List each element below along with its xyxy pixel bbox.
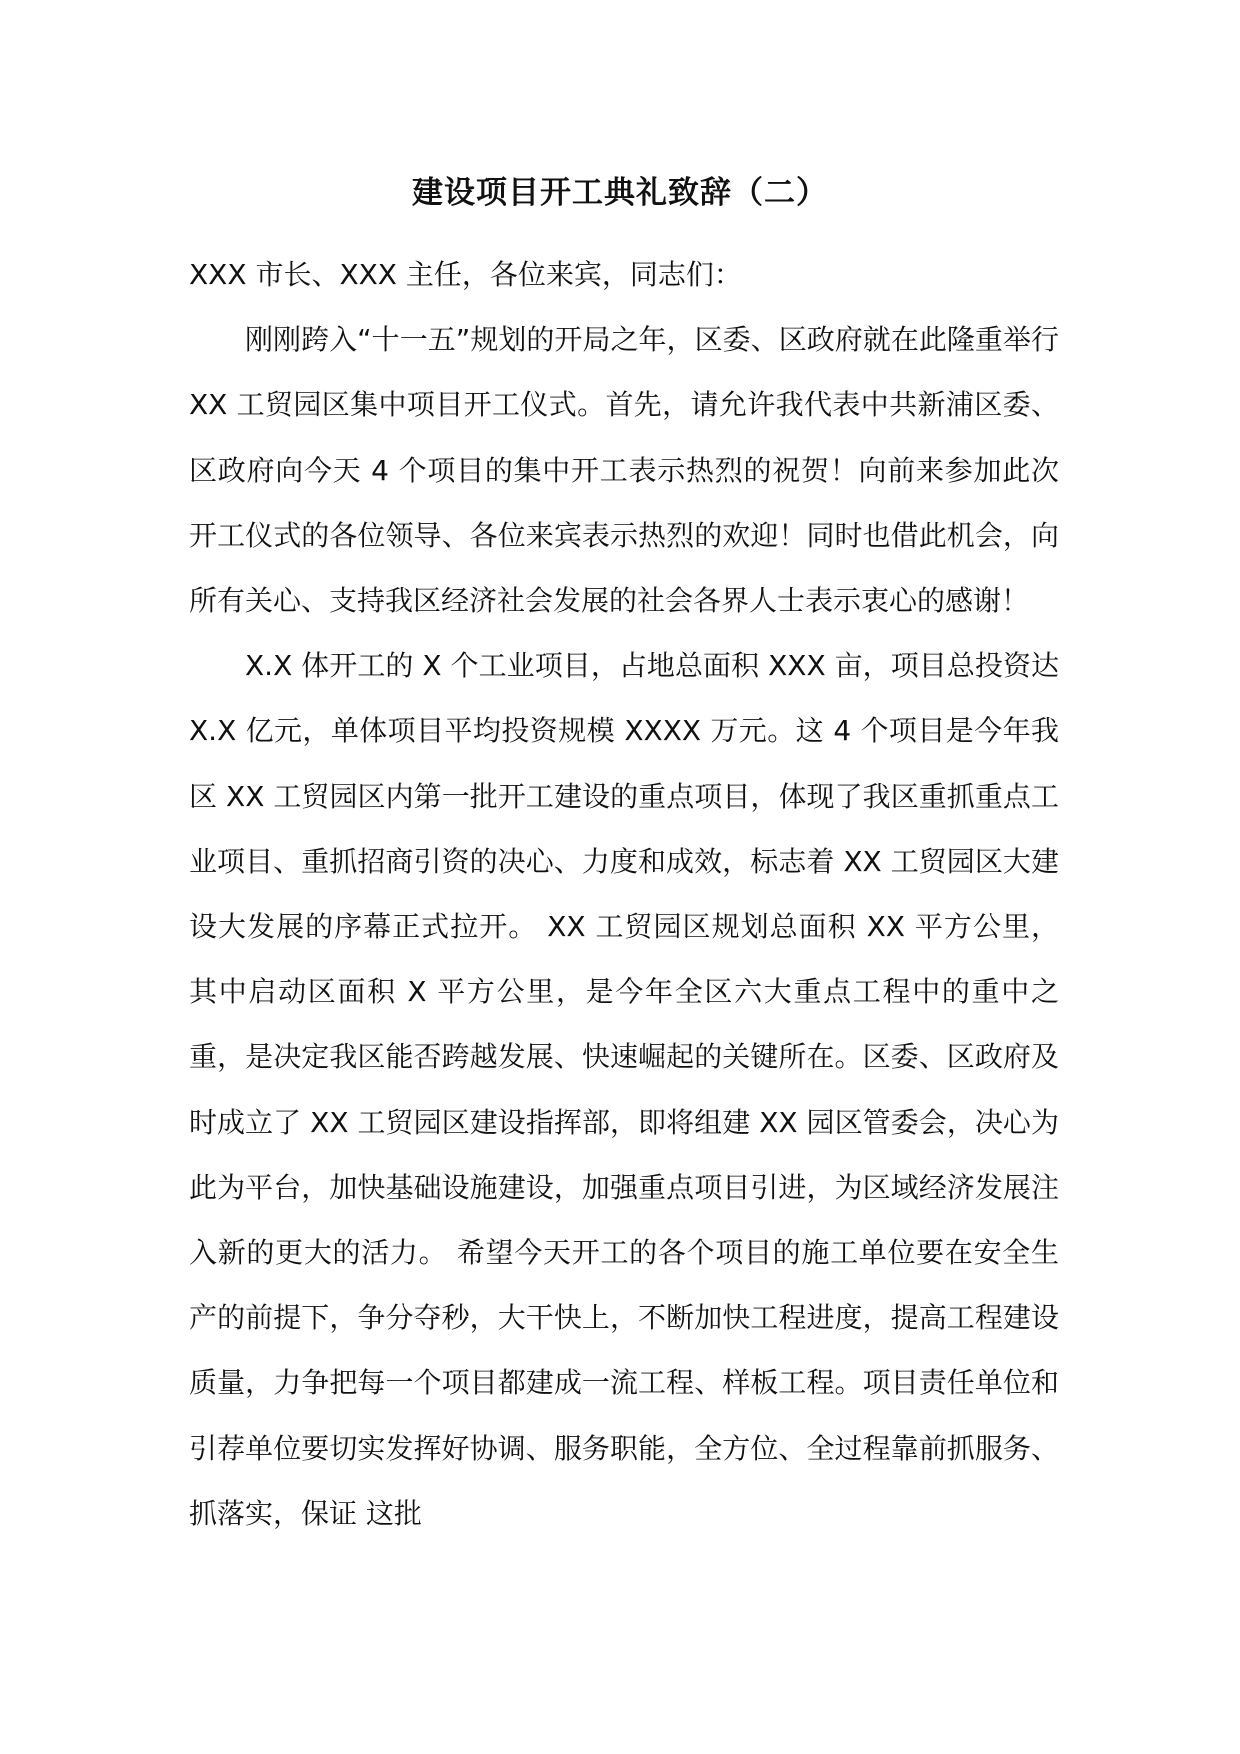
salutation: XXX 市长、XXX 主任，各位来宾，同志们：	[189, 258, 742, 291]
paragraph-opening: 刚刚跨入“十一五”规划的开局之年，区委、区政府就在此隆重举行 XX 工贸园区集中项目开工仪式。首先，请允许我代表中共新浦区委、区政府向今天 4 个项目的集中开工表示热烈的祝贺！向前来参加此次开工仪式的各位领导、各位来宾表示热烈的欢迎！同时也借此机会，向所有关心、支持我区经济社会发展的社会各界人士表示衷心的感谢！	[189, 323, 1059, 618]
document-title: 建设项目开工典礼致辞（二）	[412, 175, 828, 211]
paragraph-projects: X.X 体开工的 X 个工业项目，占地总面积 XXX 亩，项目总投资达 X.X 亿元，单体项目平均投资规模 XXXX 万元。这 4 个项目是今年我区 XX 工贸园区内第一批开工建设的重点项目，体现了我区重抓重点工业项目、重抓招商引资的决心、力度和成效，标志着 XX 工贸园区大建设大发展的序幕正式拉开。 XX 工贸园区规划总面积 XX 平方公里， 其中启动区面积 X 平方公里，是今年全区六大重点工程中的重中之重，是决定我区能否跨越发展、快速崛起的关键所在。区委、区政府及时成立了 XX 工贸园区建设指挥部，即将组建 XX 园区管委会，决心为此为平台，加快基础设施建设，加强重点项目引进，为区域经济发展注入新的更大的活力。 希望今天开工的各个项目的施工单位要在安全生产的前提下，争分夺秒，大干快上，不断加快工程进度，提高工程建设质量，力争把每一个项目都建成一流工程、样板工程。项目责任单位和引荐单位要切实发挥好协调、服务职能，全方位、全过程靠前抓服务、抓落实，保证 这批	[189, 649, 1059, 1530]
document-body	[189, 242, 1059, 1546]
